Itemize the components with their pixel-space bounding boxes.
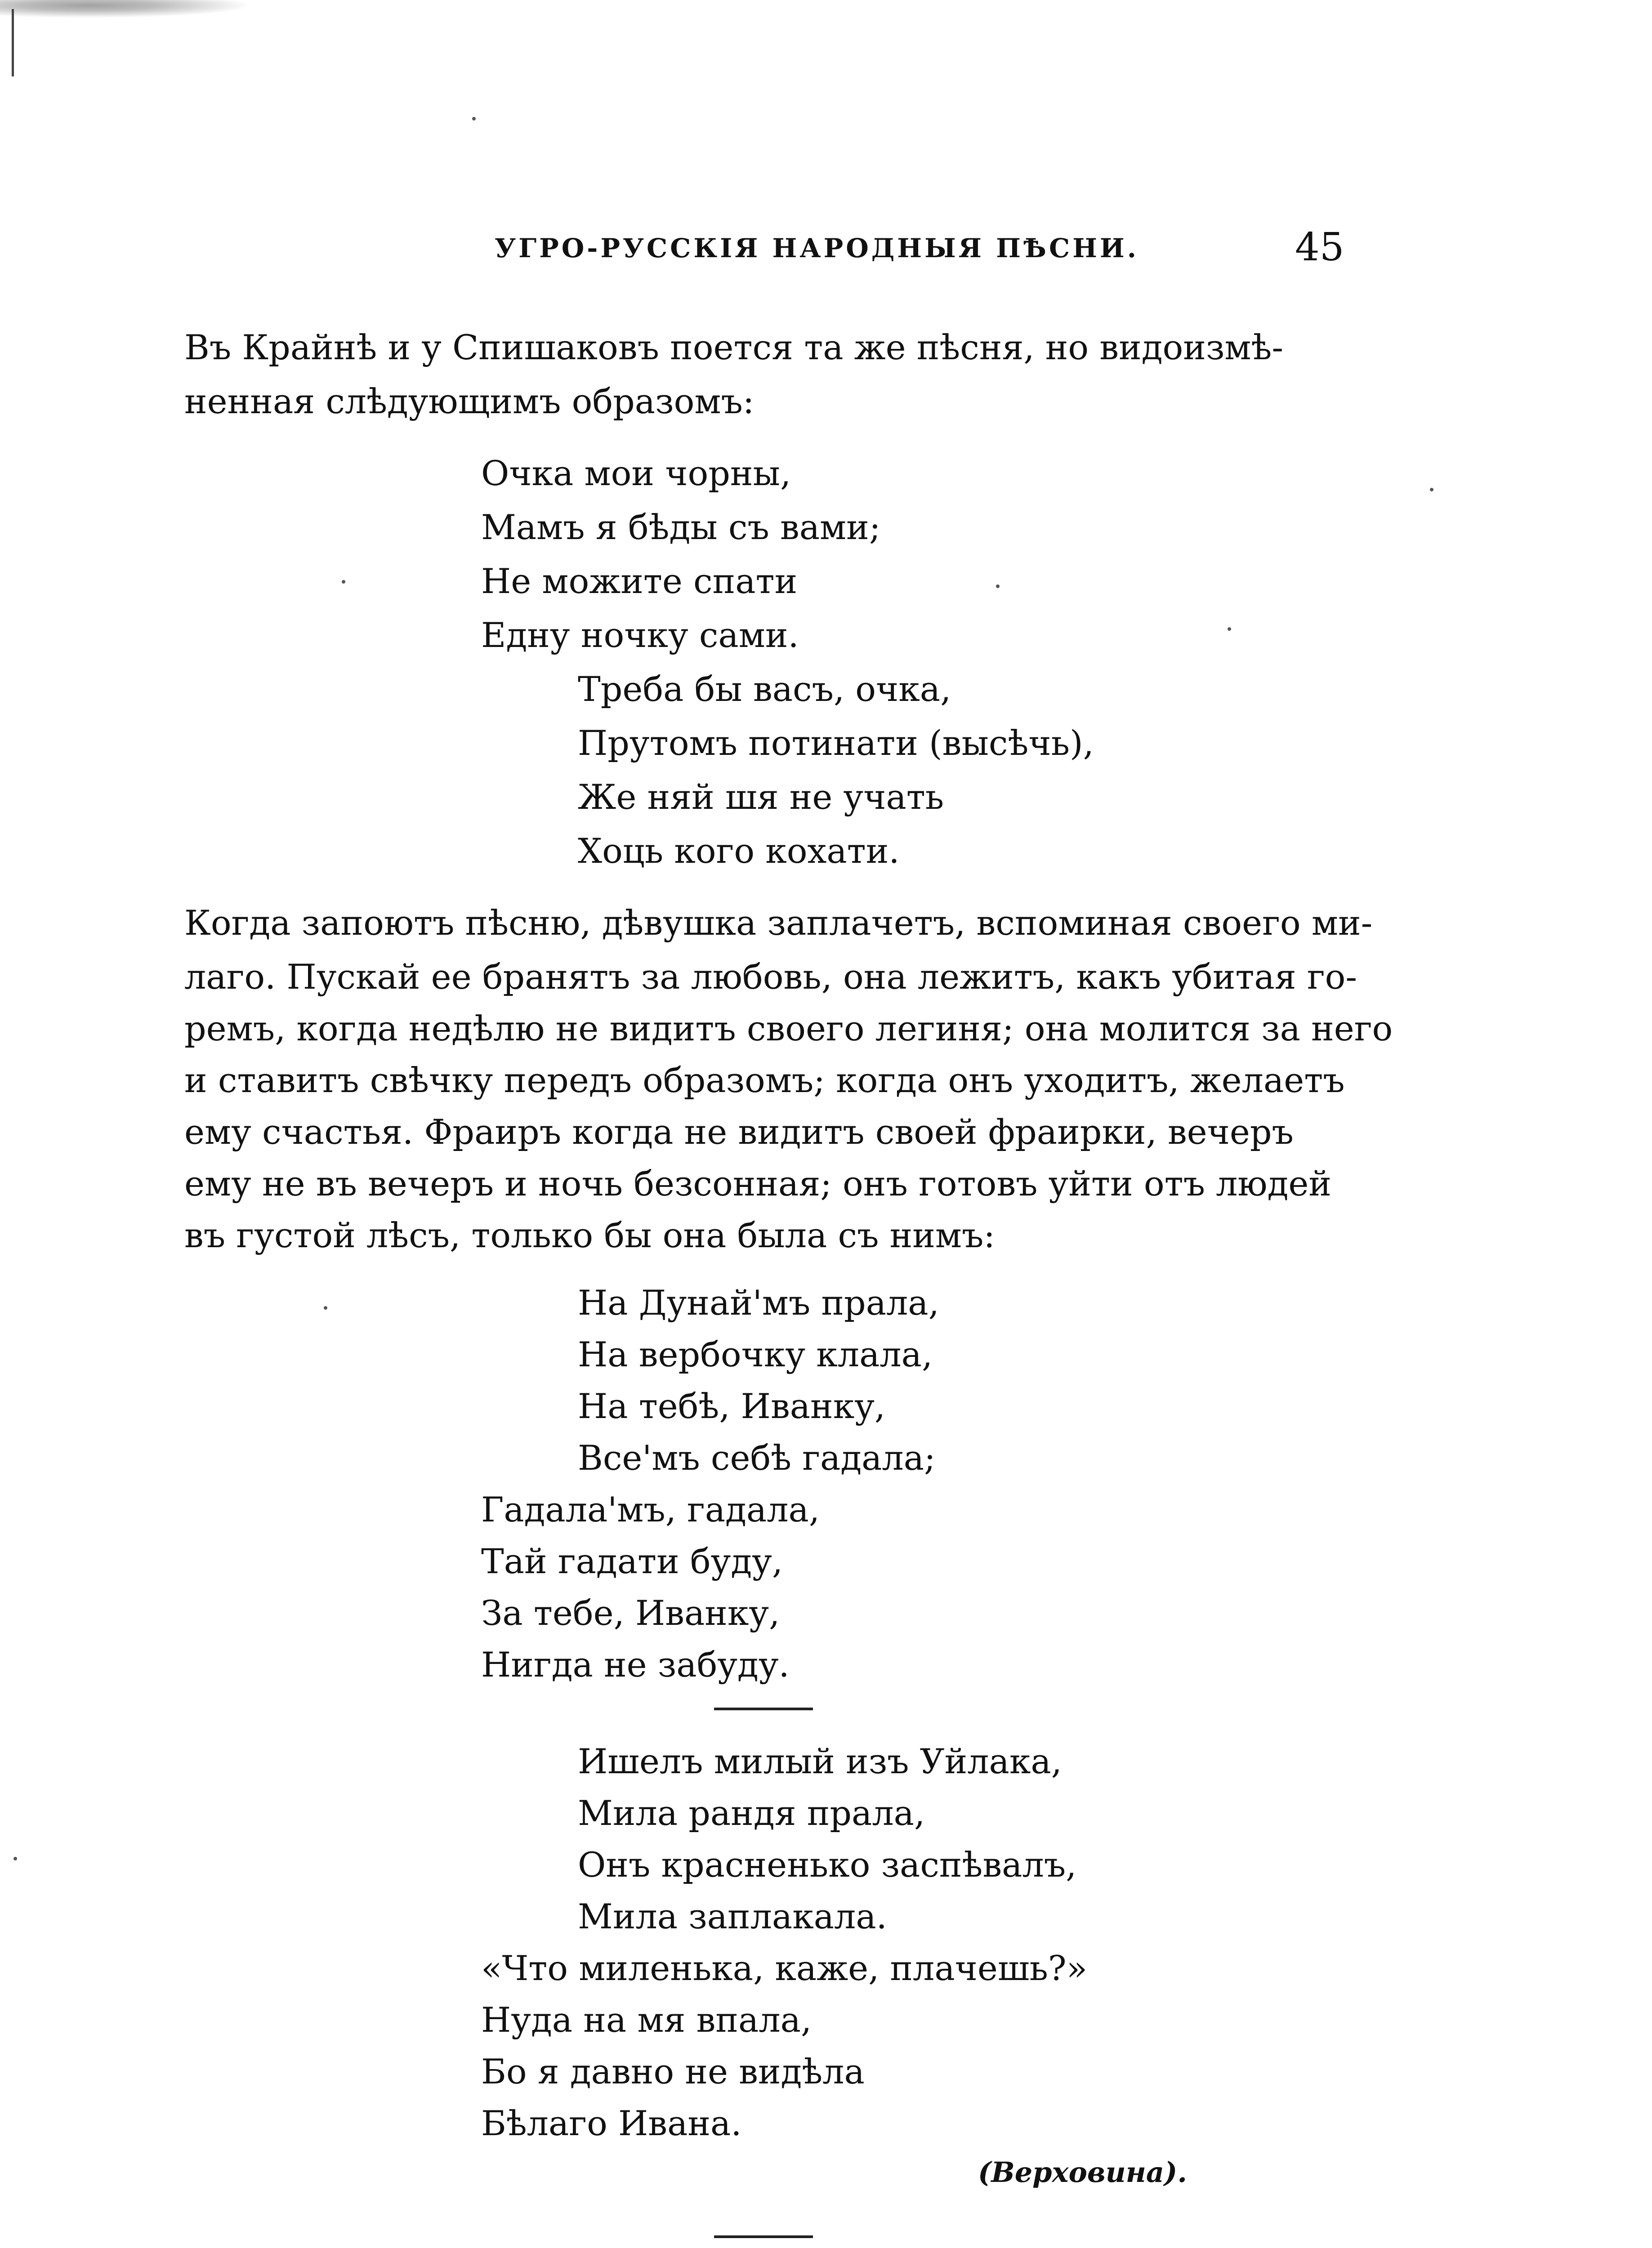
scan-speck — [324, 1306, 327, 1310]
verse-line: За тебе, Иванку, — [481, 1593, 780, 1633]
verse-line: Ишелъ милый изъ Уйлака, — [578, 1741, 1062, 1781]
verse-line: Мамъ я бѣды съ вами; — [481, 507, 881, 547]
verse-line: Нуда на мя впала, — [481, 2000, 812, 2040]
paragraph-line: въ густой лѣсъ, только бы она была съ нимъ: — [184, 1215, 995, 1255]
source-note: (Верховина). — [978, 2156, 1187, 2189]
scan-artifact — [0, 0, 252, 18]
verse-line: Треба бы васъ, очка, — [578, 669, 951, 709]
paragraph-line: ему не въ вечеръ и ночь безсонная; онъ готовъ уйти отъ людей — [184, 1164, 1332, 1204]
intro-line: ненная слѣдующимъ образомъ: — [184, 381, 755, 421]
verse-line: Мила заплакала. — [578, 1896, 887, 1936]
verse-line: На вербочку клала, — [578, 1334, 933, 1374]
verse-line: Не можите спати — [481, 561, 798, 601]
verse-line: Очка мои чорны, — [481, 453, 791, 493]
paragraph-line: ремъ, когда недѣлю не видитъ своего легиня; она молится за него — [184, 1008, 1393, 1048]
verse-line: На тебѣ, Иванку, — [578, 1386, 886, 1426]
verse-line: Все'мъ себѣ гадала; — [578, 1438, 936, 1478]
verse-line: Тай гадати буду, — [481, 1541, 783, 1581]
scan-speck — [1430, 488, 1433, 491]
verse-line: Онъ красненько заспѣвалъ, — [578, 1845, 1077, 1885]
scan-speck — [13, 1857, 17, 1860]
verse-line: Хоць кого кохати. — [578, 831, 900, 871]
verse-line: Едну ночку сами. — [481, 615, 799, 655]
scan-edge-mark — [12, 9, 14, 76]
scan-speck — [342, 580, 345, 584]
paragraph-line: и ставитъ свѣчку передъ образомъ; когда онъ уходитъ, желаетъ — [184, 1060, 1345, 1100]
intro-line: Въ Крайнѣ и у Спишаковъ поется та же пѣсня, но видоизмѣ- — [184, 327, 1284, 367]
verse-line: На Дунай'мъ прала, — [578, 1283, 939, 1323]
verse-line: Гадала'мъ, гадала, — [481, 1490, 820, 1530]
paragraph-line: Когда запоютъ пѣсню, дѣвушка заплачетъ, вспоминая своего ми- — [184, 903, 1373, 943]
page-number: 45 — [1295, 225, 1344, 270]
verse-line: Нигда не забуду. — [481, 1645, 790, 1685]
scan-speck — [996, 584, 1000, 588]
running-title: УГРО-РУССКІЯ НАРОДНЫЯ ПѢСНИ. — [495, 233, 1139, 263]
verse-line: Же няй шя не учать — [578, 777, 944, 817]
paragraph-line: лаго. Пускай ее бранятъ за любовь, она лежитъ, какъ убитая го- — [184, 957, 1357, 997]
scan-speck — [1228, 627, 1231, 631]
paragraph-line: ему счастья. Фраиръ когда не видитъ своей фраирки, вечеръ — [184, 1112, 1294, 1152]
section-divider — [714, 1708, 813, 1710]
verse-line: Бѣлаго Ивана. — [481, 2103, 742, 2143]
verse-line: Мила рандя прала, — [578, 1793, 925, 1833]
section-divider — [714, 2235, 813, 2238]
scan-speck — [472, 117, 476, 120]
verse-line: Прутомъ потинати (высѣчь), — [578, 723, 1094, 763]
verse-line: Бо я давно не видѣла — [481, 2052, 865, 2092]
verse-line: «Что миленька, каже, плачешь?» — [481, 1948, 1088, 1988]
